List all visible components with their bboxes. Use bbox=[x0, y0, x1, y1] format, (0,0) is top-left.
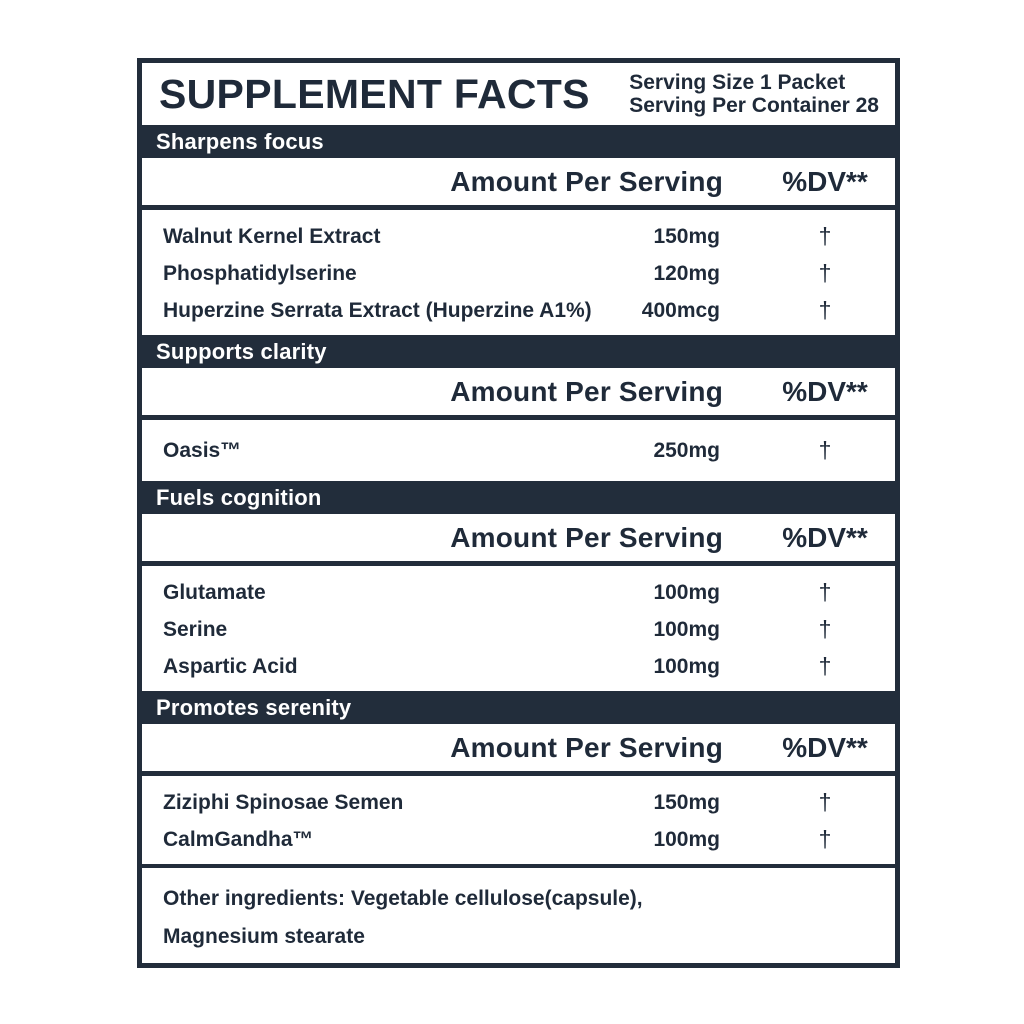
dagger-symbol: † bbox=[818, 826, 832, 852]
ingredient-name: Glutamate bbox=[163, 580, 266, 604]
ingredient-row bbox=[142, 784, 895, 821]
amount-per-serving-label: Amount Per Serving bbox=[450, 165, 723, 197]
amount-per-serving-label: Amount Per Serving bbox=[450, 521, 723, 553]
percent-dv-label: %DV** bbox=[782, 375, 868, 407]
dagger-symbol: † bbox=[818, 616, 832, 642]
ingredient-row bbox=[142, 218, 895, 255]
ingredient-amount: 100mg bbox=[653, 580, 720, 604]
section-promotes-serenity bbox=[142, 691, 895, 864]
ingredient-amount: 120mg bbox=[653, 261, 720, 285]
dagger-symbol: † bbox=[818, 297, 832, 323]
ingredient-name: Oasis™ bbox=[163, 438, 242, 462]
ingredient-rows bbox=[142, 210, 895, 335]
ingredient-name: CalmGandha™ bbox=[163, 827, 314, 851]
ingredient-amount: 250mg bbox=[653, 438, 720, 462]
other-ingredients-line1: Other ingredients: Vegetable cellulose(capsule), bbox=[163, 887, 643, 910]
section-heading: Promotes serenity bbox=[142, 691, 895, 724]
section-fuels-cognition bbox=[142, 481, 895, 691]
other-ingredients-line2: Magnesium stearate bbox=[163, 925, 365, 948]
other-ingredients bbox=[142, 864, 895, 964]
dagger-symbol: † bbox=[818, 789, 832, 815]
serving-size-text: Serving Size 1 Packet bbox=[629, 70, 846, 94]
ingredient-amount: 150mg bbox=[653, 224, 720, 248]
ingredient-row bbox=[142, 292, 895, 329]
ingredient-amount: 150mg bbox=[653, 790, 720, 814]
ingredient-row bbox=[142, 821, 895, 858]
ingredient-amount: 100mg bbox=[653, 654, 720, 678]
serving-info bbox=[629, 71, 879, 117]
ingredient-name: Huperzine Serrata Extract (Huperzine A1%) bbox=[163, 298, 592, 322]
dagger-symbol: † bbox=[818, 437, 832, 463]
ingredient-rows bbox=[142, 566, 895, 691]
ingredient-name: Ziziphi Spinosae Semen bbox=[163, 790, 404, 814]
section-heading: Supports clarity bbox=[142, 335, 895, 368]
ingredient-rows bbox=[142, 776, 895, 864]
section-heading: Fuels cognition bbox=[142, 481, 895, 514]
ingredient-amount: 100mg bbox=[653, 827, 720, 851]
ingredient-amount: 100mg bbox=[653, 617, 720, 641]
percent-dv-label: %DV** bbox=[782, 731, 868, 763]
ingredient-name: Phosphatidylserine bbox=[163, 261, 357, 285]
dagger-symbol: † bbox=[818, 579, 832, 605]
percent-dv-label: %DV** bbox=[782, 521, 868, 553]
dagger-symbol: † bbox=[818, 223, 832, 249]
amount-per-serving-label: Amount Per Serving bbox=[450, 375, 723, 407]
column-header-row bbox=[142, 368, 895, 420]
section-heading: Sharpens focus bbox=[142, 125, 895, 158]
servings-per-container-text: Serving Per Container 28 bbox=[629, 94, 879, 117]
ingredient-row bbox=[142, 255, 895, 292]
percent-dv-label: %DV** bbox=[782, 165, 868, 197]
column-header-row bbox=[142, 158, 895, 210]
ingredient-row bbox=[142, 574, 895, 611]
section-supports-clarity bbox=[142, 335, 895, 481]
ingredient-name: Walnut Kernel Extract bbox=[163, 224, 381, 248]
section-sharpens-focus bbox=[142, 125, 895, 335]
ingredient-name: Aspartic Acid bbox=[163, 654, 298, 678]
dagger-symbol: † bbox=[818, 260, 832, 286]
panel-header bbox=[142, 63, 895, 125]
column-header-row bbox=[142, 724, 895, 776]
ingredient-row bbox=[142, 648, 895, 685]
column-header-row bbox=[142, 514, 895, 566]
ingredient-amount: 400mcg bbox=[641, 298, 720, 322]
dagger-symbol: † bbox=[818, 653, 832, 679]
panel-title: SUPPLEMENT FACTS bbox=[159, 70, 590, 117]
ingredient-row bbox=[142, 432, 895, 469]
ingredient-name: Serine bbox=[163, 617, 228, 641]
ingredient-rows bbox=[142, 420, 895, 481]
amount-per-serving-label: Amount Per Serving bbox=[450, 731, 723, 763]
ingredient-row bbox=[142, 611, 895, 648]
supplement-facts-panel bbox=[137, 58, 900, 968]
